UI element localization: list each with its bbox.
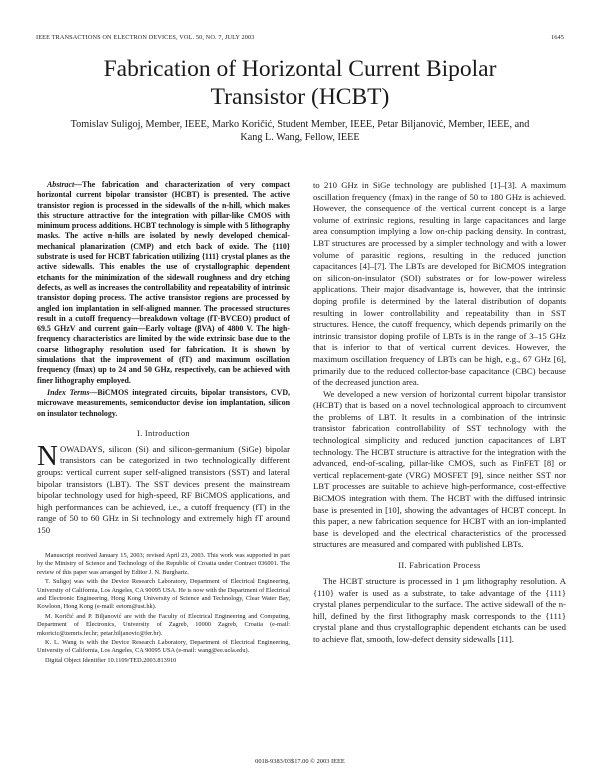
footnote-doi: Digital Object Identifier 10.1109/TED.2003.813910	[45, 656, 177, 664]
index-terms-label: Index Terms—	[47, 387, 98, 397]
running-head	[36, 34, 564, 44]
intro-paragraph	[37, 439, 290, 537]
abstract	[37, 180, 290, 386]
footnote-koricic: M. Koričić and P. Biljanović are with the Faculty of Electrical Engineering and Computing, Department of Electronics, University of Zagreb, 10000 Zagreb, Croatia (e-mail: mkoricic@zemris.fer.hr; petar.biljanovic@fer.hr).	[37, 612, 290, 637]
footnote-suligoj: T. Suligoj was with the Device Research Laboratory, Department of Electrical Engineering, University of California, Los Angeles, CA 90095 USA. He is now with the Department of Electrical and Electronic Engineering, Hong Kong University of Science and Technology, Clear Water Bay, Kowloon, Hong Kong (e-mail: eetom@ust.hk).	[37, 578, 290, 611]
body-paragraph-hcbt: We developed a new version of horizontal current bipolar transistor (HCBT) that is based on a novel technological approach to circumvent the problems of LBT. It results in a combination of the intrinsic transistor fabrication controllability of SST technology with the technological simplicity and reduced junction capacitances of LBT technology. The HCBT structure is attractive for the integration with the advanced, end-of-scaling, pillar-like CMOS, such as FinFET [8] or vertical replacement-gate (VRG) MOSFET [9], since neither SST nor LBT processes are suitable to achieve high-performance, cost-effective BiCMOS integration with them. The HCBT with the diffused intrinsic base is presented in [10], showing the advantages of HCBT concept. In this paper, a new fabrication sequence for HCBT with an ion-implanted base is developed and the electrical characteristics of the processed structures are measured and compared with published LBTs.	[313, 388, 566, 550]
index-terms-text: BiCMOS integrated circuits, bipolar transistors, CVD, microwave measurements, semiconductor devise ion implantation, silicon on insulator technology.	[37, 387, 290, 418]
author-list: Tomislav Suligoj, Member, IEEE, Marko Koričić, Student Member, IEEE, Petar Biljanović, Member, IEEE, and Kang L. Wang, Fellow, IEEE	[70, 119, 530, 143]
index-terms	[37, 388, 290, 419]
copyright-line: 0018-9383/03$17.00 © 2003 IEEE	[255, 758, 345, 765]
page-number: 1645	[551, 34, 564, 41]
body-paragraph-continued: to 210 GHz in SiGe technology are published [1]–[3]. A maximum oscillation frequency (fmax) in the range of 50 to 180 GHz is achieved. However, the consequence of the vertical current concept is a large volume of extrinsic regions, resulting in large capacitances and large area consumption implying a low on-chip packing density. In contrast, LBT structures are processed by a simpler technology and with a lower volume of parasitic regions, resulting in the reduced junction capacitances [4]–[7]. The LBTs are developed for BiCMOS integration on silicon-on-insulator (SOI) substrates or for low-power wireless applications. Their major disadvantage is, however, that the intrinsic doping profile is determined by the lateral distribution of dopants resulting in lower controllability and repeatability than in SST structures. Hence, the cutoff frequency, which depends primarily on the intrinsic transistor doping profile of LBTs is in the range of 3–15 GHz that is inferior to that of vertical current devices. However, the maximum oscillation frequency of LBTs can be high, e.g., 67 GHz [6], primarily due to the reduced collector-base capacitance (CBC) because of the decreased junction area.	[313, 180, 566, 388]
footnote-manuscript: Manuscript received January 15, 2003; revised April 23, 2003. This work was supported in part by the Ministry of Science and Technology of the Republic of Croatia under Contract 036001. The review of this paper was arranged by Editor J. N. Burghartz.	[37, 552, 290, 576]
right-column	[313, 180, 566, 646]
journal-citation: IEEE TRANSACTIONS ON ELECTRON DEVICES, VOL. 50, NO. 7, JULY 2003	[36, 34, 255, 41]
intro-paragraph-text: OWADAYS, silicon (Si) and silicon-germanium (SiGe) bipolar transistors can be categorized in two technologically different groups: vertical current super self-aligned transistors (SST) and lateral bipolar transistors (LBT). The SST devices present the mainstream bipolar technology used for high-speed, RF BiCMOS applications, and high performances can be achieved, i.e., a cutoff frequency (fT) in the range of 50 to 60 GHz in Si technology and extremely high fT around 150	[37, 443, 290, 535]
body-paragraph-fabrication: The HCBT structure is processed in 1 μm lithography resolution. A {110} wafer is used as a substrate, to take advantage of the {111} crystal planes perpendicular to the surface. The active sidewall of the n-hill, defined by the first lithography mask corresponds to the {111} crystal plane and thus crystallographic dependent etchants can be used to achieve flat, smooth, low-defect density sidewalls [11].	[313, 576, 566, 644]
abstract-text: The fabrication and characterization of very compact horizontal current bipolar transistor (HCBT) is presented. The active transistor region is processed in the sidewalls of the n-hill, which makes this structure attractive for the integration with pillar-like CMOS with minimum process additions. HCBT technology is simple with 5 lithography masks. The active n-hills are isolated by newly developed chemical-mechanical planarization (CMP) and etch back of oxide. The {110} substrate is used for HCBT fabrication utilizing {111} crystal planes as the active sidewalls. This enables the use of crystallographic dependent etchants for the minimization of the sidewall roughness and dry etching defects, as well as increases the controllability and repeatability of intrinsic transistor doping process. The active transistor regions are processed by angled ion implantation in self-aligned manner. The processed structures result in a cutoff frequency—breakdown voltage (fT·BVCEO) product of 69.5 GHzV and current gain—Early voltage (βVA) of 4800 V. The high-frequency characteristics are limited by the wide extrinsic base due to the coarse lithography resolution used for fabrication. It is shown by simulations that the improvement of (fT) and maximum oscillation frequency (fmax) up to 24 and 50 GHz, respectively, can be achieved with finer lithography employed.	[37, 180, 290, 385]
footnotes	[37, 552, 290, 666]
left-column	[37, 180, 290, 537]
section-heading-fabrication: II. Fabrication Process	[398, 561, 481, 570]
paper-title: Fabrication of Horizontal Current Bipolar Transistor (HCBT)	[103, 56, 497, 110]
drop-cap: N	[37, 439, 58, 472]
footnote-wang: K. L. Wang is with the Device Research Laboratory, Department of Electrical Engineering, University of California, Los Angeles, CA 90095 USA (e-mail: wang@ee.ucla.edu).	[37, 639, 290, 655]
section-heading-introduction: I. Introduction	[137, 428, 190, 438]
abstract-label: Abstract—	[47, 180, 83, 189]
